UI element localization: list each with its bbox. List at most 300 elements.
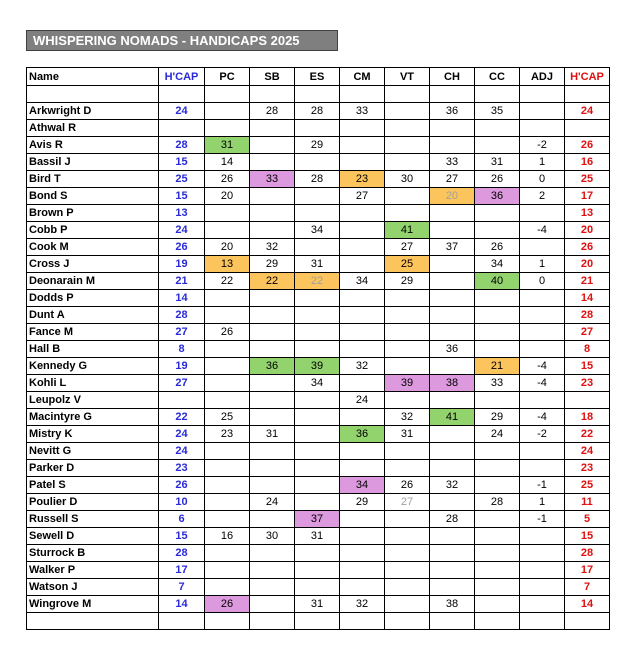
score-cell[interactable]: 28 — [565, 545, 610, 562]
score-cell[interactable]: 32 — [430, 477, 475, 494]
score-cell[interactable]: 36 — [250, 358, 295, 375]
score-cell[interactable] — [340, 290, 385, 307]
score-cell[interactable] — [250, 137, 295, 154]
score-cell[interactable] — [159, 86, 205, 103]
col-header-adj[interactable]: ADJ — [520, 68, 565, 86]
score-cell[interactable] — [205, 511, 250, 528]
score-cell[interactable] — [475, 579, 520, 596]
score-cell[interactable]: 26 — [385, 477, 430, 494]
score-cell[interactable] — [385, 290, 430, 307]
score-cell[interactable] — [295, 426, 340, 443]
score-cell[interactable]: 16 — [205, 528, 250, 545]
player-name-cell[interactable]: Patel S — [27, 477, 159, 494]
score-cell[interactable] — [430, 324, 475, 341]
score-cell[interactable] — [250, 307, 295, 324]
score-cell[interactable]: 23 — [565, 460, 610, 477]
score-cell[interactable]: 31 — [295, 528, 340, 545]
score-cell[interactable] — [250, 460, 295, 477]
score-cell[interactable]: -4 — [520, 375, 565, 392]
player-name-cell[interactable]: Macintyre G — [27, 409, 159, 426]
score-cell[interactable] — [205, 460, 250, 477]
score-cell[interactable] — [250, 511, 295, 528]
score-cell[interactable] — [205, 545, 250, 562]
score-cell[interactable]: 27 — [159, 375, 205, 392]
score-cell[interactable]: 26 — [205, 171, 250, 188]
score-cell[interactable] — [430, 613, 475, 630]
score-cell[interactable] — [340, 120, 385, 137]
score-cell[interactable]: 32 — [340, 596, 385, 613]
player-name-cell[interactable]: Bond S — [27, 188, 159, 205]
player-name-cell[interactable]: Mistry K — [27, 426, 159, 443]
score-cell[interactable]: 25 — [159, 171, 205, 188]
score-cell[interactable] — [520, 545, 565, 562]
score-cell[interactable]: 22 — [565, 426, 610, 443]
player-name-cell[interactable]: Sewell D — [27, 528, 159, 545]
score-cell[interactable]: 0 — [520, 171, 565, 188]
score-cell[interactable]: 2 — [520, 188, 565, 205]
score-cell[interactable]: 34 — [295, 375, 340, 392]
score-cell[interactable] — [340, 256, 385, 273]
score-cell[interactable]: 15 — [159, 188, 205, 205]
score-cell[interactable] — [385, 154, 430, 171]
score-cell[interactable] — [385, 562, 430, 579]
score-cell[interactable] — [430, 137, 475, 154]
score-cell[interactable] — [250, 154, 295, 171]
score-cell[interactable]: 22 — [295, 273, 340, 290]
score-cell[interactable]: 34 — [475, 256, 520, 273]
player-name-cell[interactable]: Athwal R — [27, 120, 159, 137]
score-cell[interactable] — [430, 392, 475, 409]
score-cell[interactable]: 1 — [520, 256, 565, 273]
player-name-cell[interactable]: Deonarain M — [27, 273, 159, 290]
player-name-cell[interactable]: Fance M — [27, 324, 159, 341]
score-cell[interactable]: 7 — [159, 579, 205, 596]
score-cell[interactable] — [340, 341, 385, 358]
score-cell[interactable] — [295, 477, 340, 494]
score-cell[interactable] — [385, 596, 430, 613]
score-cell[interactable] — [250, 409, 295, 426]
score-cell[interactable]: 32 — [340, 358, 385, 375]
score-cell[interactable]: 31 — [385, 426, 430, 443]
score-cell[interactable] — [520, 239, 565, 256]
score-cell[interactable]: 6 — [159, 511, 205, 528]
score-cell[interactable] — [340, 154, 385, 171]
score-cell[interactable]: -2 — [520, 137, 565, 154]
score-cell[interactable]: 24 — [159, 222, 205, 239]
score-cell[interactable] — [295, 86, 340, 103]
score-cell[interactable]: 24 — [159, 443, 205, 460]
score-cell[interactable] — [340, 222, 385, 239]
score-cell[interactable] — [475, 511, 520, 528]
score-cell[interactable] — [385, 528, 430, 545]
score-cell[interactable] — [475, 392, 520, 409]
player-name-cell[interactable]: Parker D — [27, 460, 159, 477]
score-cell[interactable] — [205, 562, 250, 579]
score-cell[interactable] — [250, 545, 295, 562]
score-cell[interactable] — [205, 613, 250, 630]
score-cell[interactable]: 16 — [565, 154, 610, 171]
score-cell[interactable] — [205, 375, 250, 392]
score-cell[interactable] — [385, 103, 430, 120]
score-cell[interactable] — [295, 154, 340, 171]
score-cell[interactable]: 28 — [565, 307, 610, 324]
score-cell[interactable]: 38 — [430, 596, 475, 613]
score-cell[interactable]: 17 — [565, 562, 610, 579]
player-name-cell[interactable]: Wingrove M — [27, 596, 159, 613]
score-cell[interactable]: 23 — [340, 171, 385, 188]
score-cell[interactable] — [159, 392, 205, 409]
score-cell[interactable]: 15 — [159, 154, 205, 171]
score-cell[interactable] — [205, 103, 250, 120]
score-cell[interactable] — [430, 426, 475, 443]
score-cell[interactable] — [430, 358, 475, 375]
score-cell[interactable] — [295, 120, 340, 137]
score-cell[interactable] — [430, 86, 475, 103]
score-cell[interactable]: 7 — [565, 579, 610, 596]
score-cell[interactable]: 29 — [250, 256, 295, 273]
player-name-cell[interactable]: Cross J — [27, 256, 159, 273]
score-cell[interactable] — [385, 613, 430, 630]
score-cell[interactable]: 28 — [250, 103, 295, 120]
col-header-cc[interactable]: CC — [475, 68, 520, 86]
player-name-cell[interactable]: Russell S — [27, 511, 159, 528]
player-name-cell[interactable]: Dodds P — [27, 290, 159, 307]
player-name-cell[interactable]: Walker P — [27, 562, 159, 579]
score-cell[interactable] — [385, 188, 430, 205]
score-cell[interactable] — [385, 324, 430, 341]
score-cell[interactable]: 36 — [430, 103, 475, 120]
col-header-name[interactable]: Name — [27, 68, 159, 86]
col-header-pc[interactable]: PC — [205, 68, 250, 86]
score-cell[interactable]: 14 — [159, 290, 205, 307]
score-cell[interactable]: 31 — [295, 256, 340, 273]
score-cell[interactable]: 37 — [295, 511, 340, 528]
score-cell[interactable] — [250, 188, 295, 205]
score-cell[interactable]: 23 — [205, 426, 250, 443]
col-header-hcap-final[interactable]: H'CAP — [565, 68, 610, 86]
score-cell[interactable] — [430, 273, 475, 290]
score-cell[interactable] — [340, 409, 385, 426]
score-cell[interactable]: 34 — [295, 222, 340, 239]
score-cell[interactable] — [475, 562, 520, 579]
score-cell[interactable] — [250, 120, 295, 137]
score-cell[interactable] — [340, 239, 385, 256]
score-cell[interactable]: 35 — [475, 103, 520, 120]
score-cell[interactable]: 31 — [205, 137, 250, 154]
score-cell[interactable]: 40 — [475, 273, 520, 290]
score-cell[interactable]: 11 — [565, 494, 610, 511]
score-cell[interactable] — [475, 137, 520, 154]
col-header-cm[interactable]: CM — [340, 68, 385, 86]
score-cell[interactable] — [430, 494, 475, 511]
score-cell[interactable] — [295, 341, 340, 358]
score-cell[interactable]: 17 — [159, 562, 205, 579]
score-cell[interactable]: 18 — [565, 409, 610, 426]
score-cell[interactable] — [295, 545, 340, 562]
score-cell[interactable]: 27 — [385, 239, 430, 256]
score-cell[interactable]: -4 — [520, 409, 565, 426]
score-cell[interactable]: 26 — [475, 171, 520, 188]
score-cell[interactable] — [385, 205, 430, 222]
score-cell[interactable] — [295, 392, 340, 409]
score-cell[interactable] — [430, 290, 475, 307]
score-cell[interactable] — [205, 290, 250, 307]
player-name-cell[interactable]: Leupolz V — [27, 392, 159, 409]
player-name-cell[interactable]: Nevitt G — [27, 443, 159, 460]
score-cell[interactable]: 1 — [520, 154, 565, 171]
score-cell[interactable] — [205, 222, 250, 239]
score-cell[interactable] — [250, 562, 295, 579]
score-cell[interactable]: 22 — [250, 273, 295, 290]
score-cell[interactable]: 25 — [385, 256, 430, 273]
score-cell[interactable]: 20 — [565, 222, 610, 239]
score-cell[interactable]: 31 — [250, 426, 295, 443]
score-cell[interactable] — [520, 103, 565, 120]
score-cell[interactable]: 14 — [565, 290, 610, 307]
col-header-hcap-start[interactable]: H'CAP — [159, 68, 205, 86]
score-cell[interactable] — [385, 443, 430, 460]
score-cell[interactable]: 41 — [430, 409, 475, 426]
score-cell[interactable] — [295, 239, 340, 256]
score-cell[interactable] — [159, 613, 205, 630]
score-cell[interactable]: 36 — [430, 341, 475, 358]
score-cell[interactable] — [565, 86, 610, 103]
score-cell[interactable]: 22 — [205, 273, 250, 290]
score-cell[interactable] — [430, 528, 475, 545]
score-cell[interactable] — [475, 477, 520, 494]
player-name-cell[interactable]: Bassil J — [27, 154, 159, 171]
score-cell[interactable]: 21 — [565, 273, 610, 290]
score-cell[interactable]: 24 — [340, 392, 385, 409]
score-cell[interactable] — [430, 579, 475, 596]
score-cell[interactable]: 31 — [295, 596, 340, 613]
player-name-cell[interactable]: Dunt A — [27, 307, 159, 324]
score-cell[interactable]: 27 — [159, 324, 205, 341]
score-cell[interactable]: 20 — [205, 239, 250, 256]
player-name-cell[interactable]: Sturrock B — [27, 545, 159, 562]
score-cell[interactable] — [340, 205, 385, 222]
score-cell[interactable]: 15 — [565, 358, 610, 375]
score-cell[interactable] — [250, 86, 295, 103]
score-cell[interactable] — [475, 460, 520, 477]
score-cell[interactable] — [205, 443, 250, 460]
score-cell[interactable]: 26 — [475, 239, 520, 256]
score-cell[interactable] — [205, 477, 250, 494]
score-cell[interactable] — [430, 120, 475, 137]
score-cell[interactable] — [340, 545, 385, 562]
score-cell[interactable]: 26 — [159, 477, 205, 494]
score-cell[interactable] — [205, 120, 250, 137]
score-cell[interactable]: 5 — [565, 511, 610, 528]
score-cell[interactable] — [430, 545, 475, 562]
score-cell[interactable] — [475, 545, 520, 562]
score-cell[interactable]: 21 — [159, 273, 205, 290]
score-cell[interactable] — [250, 392, 295, 409]
score-cell[interactable] — [250, 324, 295, 341]
score-cell[interactable]: 24 — [475, 426, 520, 443]
score-cell[interactable] — [475, 528, 520, 545]
score-cell[interactable]: 29 — [475, 409, 520, 426]
score-cell[interactable]: 13 — [565, 205, 610, 222]
score-cell[interactable] — [520, 443, 565, 460]
score-cell[interactable] — [295, 460, 340, 477]
score-cell[interactable] — [340, 443, 385, 460]
score-cell[interactable] — [295, 290, 340, 307]
score-cell[interactable] — [475, 222, 520, 239]
score-cell[interactable]: 33 — [475, 375, 520, 392]
score-cell[interactable]: 25 — [565, 171, 610, 188]
score-cell[interactable] — [340, 324, 385, 341]
score-cell[interactable] — [159, 120, 205, 137]
col-header-es[interactable]: ES — [295, 68, 340, 86]
score-cell[interactable] — [565, 392, 610, 409]
score-cell[interactable]: 24 — [250, 494, 295, 511]
score-cell[interactable] — [250, 613, 295, 630]
col-header-sb[interactable]: SB — [250, 68, 295, 86]
score-cell[interactable]: 39 — [385, 375, 430, 392]
score-cell[interactable] — [475, 86, 520, 103]
score-cell[interactable] — [250, 205, 295, 222]
player-name-cell[interactable]: Kennedy G — [27, 358, 159, 375]
score-cell[interactable] — [340, 613, 385, 630]
score-cell[interactable]: 25 — [565, 477, 610, 494]
score-cell[interactable]: 29 — [385, 273, 430, 290]
score-cell[interactable] — [250, 596, 295, 613]
score-cell[interactable]: 31 — [475, 154, 520, 171]
score-cell[interactable]: 24 — [565, 103, 610, 120]
score-cell[interactable] — [385, 86, 430, 103]
score-cell[interactable]: 13 — [205, 256, 250, 273]
player-name-cell[interactable] — [27, 86, 159, 103]
score-cell[interactable] — [430, 460, 475, 477]
score-cell[interactable]: 33 — [250, 171, 295, 188]
score-cell[interactable]: 20 — [565, 256, 610, 273]
score-cell[interactable]: 21 — [475, 358, 520, 375]
score-cell[interactable] — [430, 562, 475, 579]
score-cell[interactable] — [340, 307, 385, 324]
score-cell[interactable]: 26 — [565, 239, 610, 256]
score-cell[interactable]: 10 — [159, 494, 205, 511]
score-cell[interactable] — [475, 324, 520, 341]
score-cell[interactable]: 33 — [430, 154, 475, 171]
score-cell[interactable]: 26 — [205, 324, 250, 341]
score-cell[interactable]: 8 — [565, 341, 610, 358]
score-cell[interactable] — [250, 443, 295, 460]
score-cell[interactable] — [205, 392, 250, 409]
score-cell[interactable] — [475, 307, 520, 324]
score-cell[interactable] — [385, 137, 430, 154]
score-cell[interactable] — [520, 596, 565, 613]
score-cell[interactable] — [430, 256, 475, 273]
score-cell[interactable]: 19 — [159, 358, 205, 375]
score-cell[interactable]: 28 — [430, 511, 475, 528]
score-cell[interactable] — [250, 290, 295, 307]
score-cell[interactable] — [340, 375, 385, 392]
score-cell[interactable] — [340, 460, 385, 477]
score-cell[interactable]: 33 — [340, 103, 385, 120]
score-cell[interactable] — [520, 307, 565, 324]
score-cell[interactable]: 28 — [475, 494, 520, 511]
score-cell[interactable]: 26 — [565, 137, 610, 154]
score-cell[interactable]: 23 — [159, 460, 205, 477]
score-cell[interactable]: 36 — [475, 188, 520, 205]
player-name-cell[interactable]: Cobb P — [27, 222, 159, 239]
score-cell[interactable] — [475, 596, 520, 613]
player-name-cell[interactable]: Brown P — [27, 205, 159, 222]
score-cell[interactable] — [340, 86, 385, 103]
score-cell[interactable]: -2 — [520, 426, 565, 443]
score-cell[interactable] — [295, 562, 340, 579]
score-cell[interactable] — [250, 375, 295, 392]
score-cell[interactable] — [295, 494, 340, 511]
score-cell[interactable] — [385, 460, 430, 477]
score-cell[interactable] — [205, 341, 250, 358]
score-cell[interactable] — [250, 222, 295, 239]
score-cell[interactable] — [205, 205, 250, 222]
player-name-cell[interactable]: Avis R — [27, 137, 159, 154]
score-cell[interactable] — [520, 562, 565, 579]
score-cell[interactable]: 28 — [159, 137, 205, 154]
score-cell[interactable]: 14 — [159, 596, 205, 613]
score-cell[interactable] — [520, 392, 565, 409]
score-cell[interactable]: 36 — [340, 426, 385, 443]
score-cell[interactable] — [250, 341, 295, 358]
score-cell[interactable] — [520, 120, 565, 137]
score-cell[interactable] — [430, 222, 475, 239]
score-cell[interactable] — [565, 120, 610, 137]
score-cell[interactable] — [520, 460, 565, 477]
score-cell[interactable]: 8 — [159, 341, 205, 358]
score-cell[interactable]: -4 — [520, 222, 565, 239]
score-cell[interactable] — [295, 579, 340, 596]
score-cell[interactable]: 28 — [295, 171, 340, 188]
score-cell[interactable]: 1 — [520, 494, 565, 511]
score-cell[interactable] — [520, 341, 565, 358]
col-header-vt[interactable]: VT — [385, 68, 430, 86]
score-cell[interactable] — [340, 511, 385, 528]
score-cell[interactable] — [520, 528, 565, 545]
score-cell[interactable] — [205, 358, 250, 375]
score-cell[interactable] — [520, 290, 565, 307]
player-name-cell[interactable]: Watson J — [27, 579, 159, 596]
score-cell[interactable]: 28 — [159, 307, 205, 324]
score-cell[interactable]: 24 — [565, 443, 610, 460]
score-cell[interactable]: 27 — [430, 171, 475, 188]
score-cell[interactable]: 26 — [159, 239, 205, 256]
score-cell[interactable]: 39 — [295, 358, 340, 375]
score-cell[interactable] — [430, 307, 475, 324]
score-cell[interactable] — [385, 307, 430, 324]
score-cell[interactable]: 30 — [385, 171, 430, 188]
score-cell[interactable] — [430, 205, 475, 222]
score-cell[interactable] — [385, 341, 430, 358]
score-cell[interactable] — [205, 307, 250, 324]
score-cell[interactable]: -1 — [520, 511, 565, 528]
score-cell[interactable]: 14 — [565, 596, 610, 613]
score-cell[interactable] — [205, 579, 250, 596]
score-cell[interactable] — [385, 120, 430, 137]
score-cell[interactable]: 32 — [385, 409, 430, 426]
score-cell[interactable] — [295, 205, 340, 222]
score-cell[interactable] — [475, 613, 520, 630]
score-cell[interactable] — [475, 290, 520, 307]
score-cell[interactable] — [475, 205, 520, 222]
score-cell[interactable] — [565, 613, 610, 630]
score-cell[interactable]: 19 — [159, 256, 205, 273]
score-cell[interactable] — [385, 579, 430, 596]
score-cell[interactable] — [205, 86, 250, 103]
score-cell[interactable]: -1 — [520, 477, 565, 494]
